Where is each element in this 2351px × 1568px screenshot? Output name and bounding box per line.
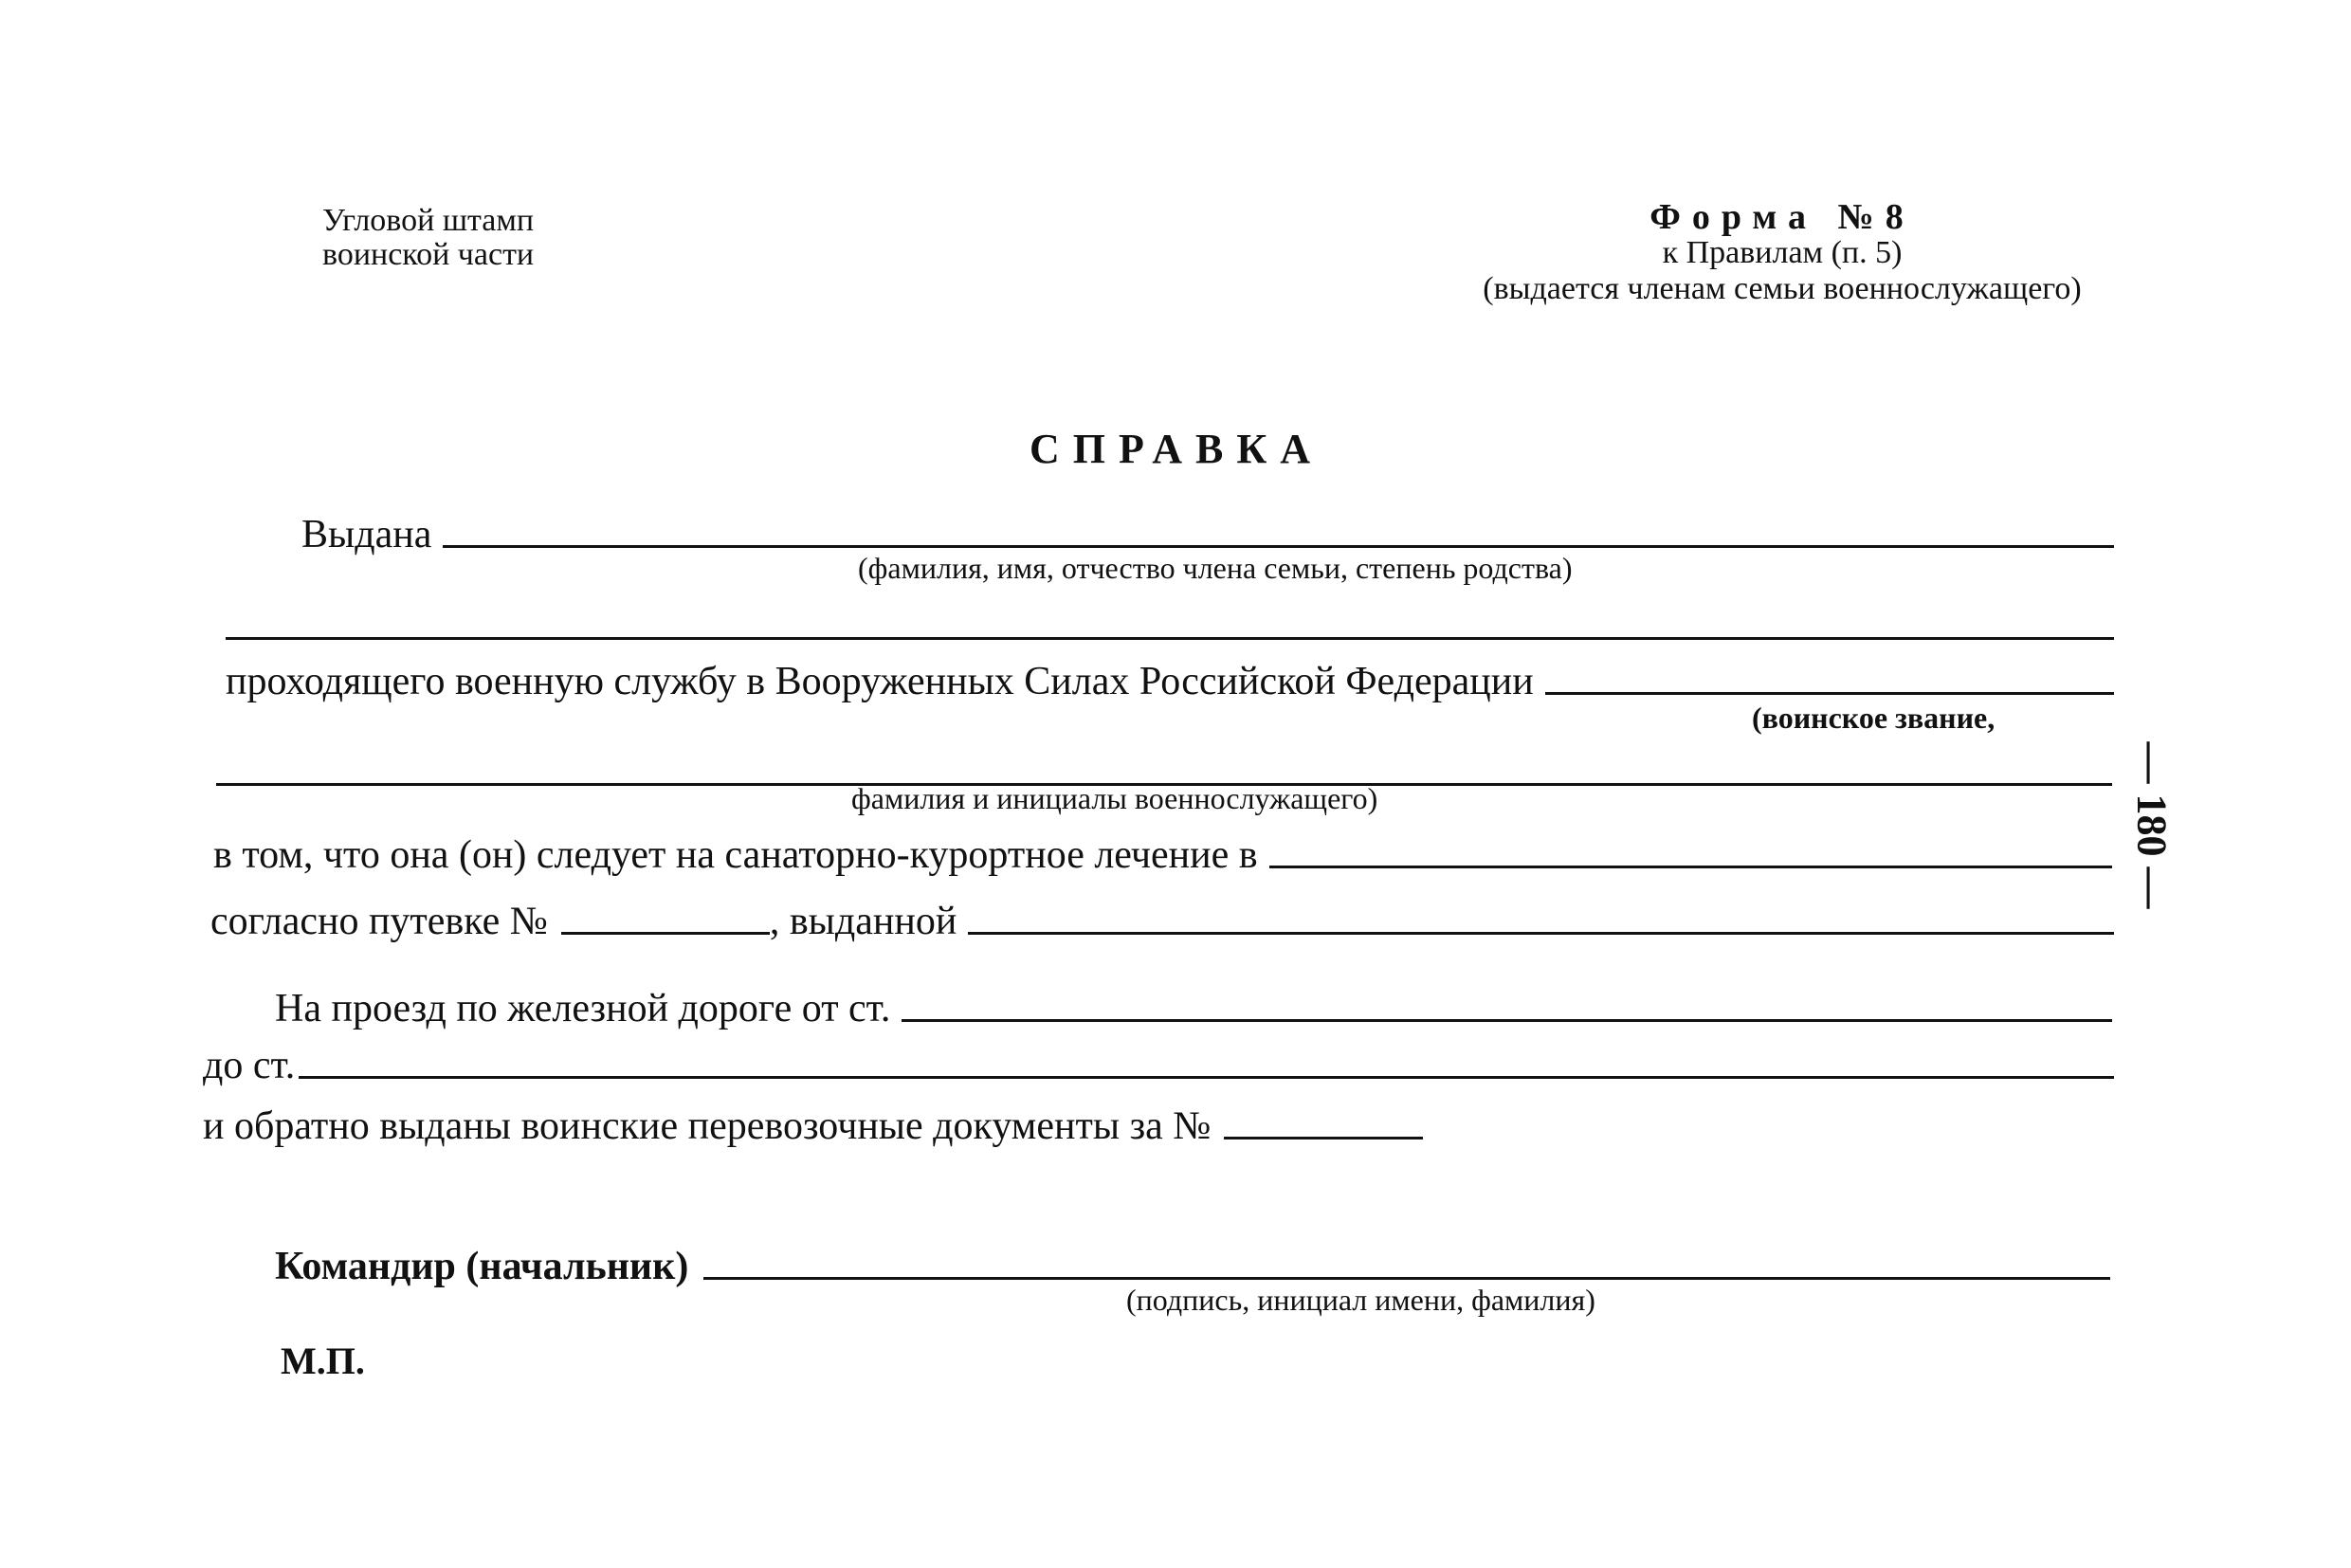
corner-stamp-label: [322, 204, 534, 272]
treatment-row: [213, 832, 2112, 878]
stamp-line-1: Угловой штамп: [322, 203, 535, 238]
rail-from-station-line[interactable]: [902, 1019, 2112, 1022]
treatment-location-line[interactable]: [1269, 866, 2112, 868]
issued-continuation-line[interactable]: [226, 637, 2114, 640]
commander-signature-line[interactable]: [703, 1277, 2110, 1280]
return-row: [203, 1103, 1423, 1149]
rank-caption: (воинское звание,: [1752, 701, 1996, 735]
seal-label: М.П.: [281, 1340, 365, 1382]
service-label: проходящего военную службу в Вооруженных Силах Российской Федерации: [226, 660, 1534, 703]
page-number: [2123, 730, 2180, 920]
voucher-issuer-line[interactable]: [968, 932, 2114, 935]
form-note: (выдается членам семьи военнослужащего): [1483, 271, 2082, 306]
rail-to-station-line[interactable]: [299, 1076, 2114, 1079]
issued-caption: (фамилия, имя, отчество члена семьи, степень родства): [858, 551, 1573, 585]
form-header: [1450, 199, 2114, 307]
treatment-label: в том, что она (он) следует на санаторно-курортное лечение в: [213, 833, 1258, 877]
rail-from-row: [275, 986, 2112, 1031]
rank-input-line[interactable]: [1545, 692, 2114, 695]
stamp-line-2: воинской части: [322, 237, 535, 272]
issued-input-line[interactable]: [443, 545, 2114, 548]
rail-from-label: На проезд по железной дороге от ст.: [275, 987, 891, 1030]
commander-label: Командир (начальник): [275, 1245, 689, 1288]
rail-to-label: до ст.: [203, 1044, 296, 1087]
voucher-label: согласно путевке №: [210, 900, 548, 943]
issued-label: Выдана: [301, 513, 432, 556]
voucher-row: [210, 899, 2114, 944]
signature-caption: (подпись, инициал имени, фамилия): [1126, 1283, 1595, 1317]
service-row: [226, 659, 2114, 704]
return-label: и обратно выданы воинские перевозочные документы за №: [203, 1104, 1212, 1148]
name-caption: фамилия и инициалы военнослужащего): [851, 781, 1378, 815]
form-title: Форма №8: [1649, 197, 1915, 237]
rail-to-row: [203, 1043, 2114, 1088]
voucher-number-line[interactable]: [561, 932, 770, 935]
page-number-text: — 180 —: [2128, 741, 2176, 908]
voucher-issued-label: , выданной: [769, 900, 957, 943]
form-rule: к Правилам (п. 5): [1662, 235, 1903, 270]
transport-doc-number-line[interactable]: [1224, 1137, 1423, 1140]
document-title: СПРАВКА: [1030, 426, 1324, 472]
